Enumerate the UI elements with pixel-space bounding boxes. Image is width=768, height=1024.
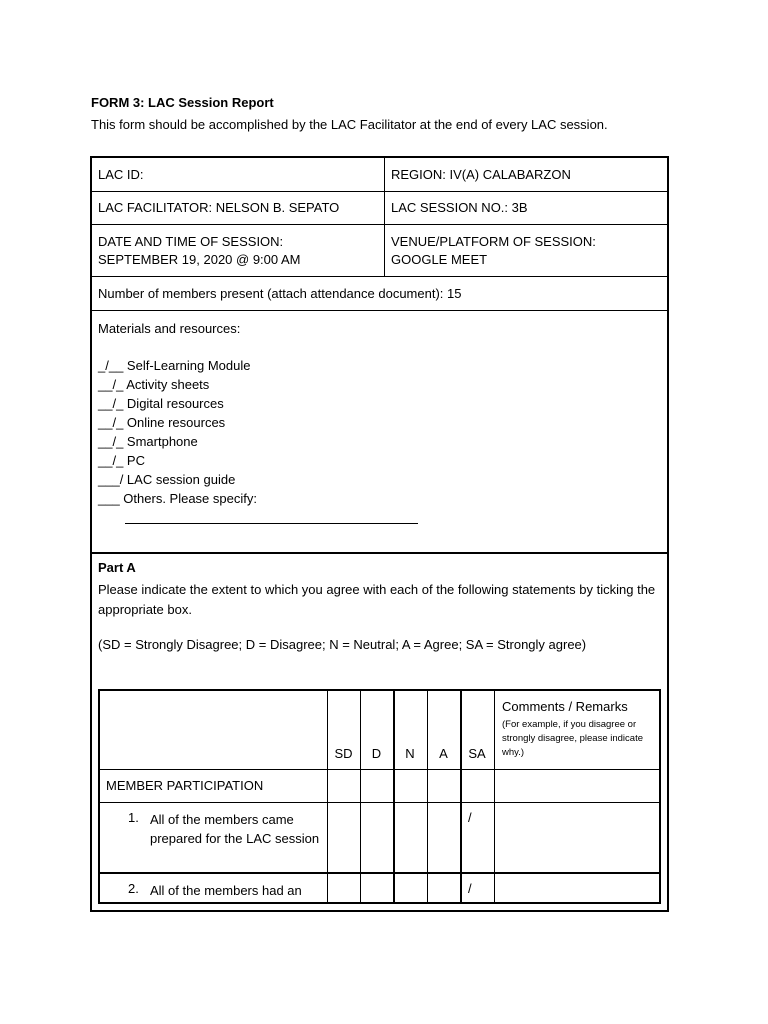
others-specify-line <box>125 523 418 524</box>
rating-legend: (SD = Strongly Disagree; D = Disagree; N = Neutral; A = Agree; SA = Strongly agree) <box>98 637 587 652</box>
comments-note: (For example, if you disagree or strongly disagree, please indicate why.) <box>502 719 644 758</box>
facilitator-cell <box>92 192 385 224</box>
session-no-cell <box>385 192 667 224</box>
col-header-d: D <box>371 746 382 761</box>
form-intro: This form should be accomplished by the LAC Facilitator at the end of every LAC session. <box>91 117 608 132</box>
region-text: REGION: IV(A) CALABARZON <box>391 166 571 182</box>
material-item: __/_ Activity sheets <box>98 377 210 392</box>
members-present-text: Number of members present (attach attendance document): 15 <box>98 285 462 301</box>
region-cell <box>385 158 667 191</box>
col-header-n: N <box>405 746 415 761</box>
material-item: __/_ Online resources <box>98 415 226 430</box>
comments-header <box>502 699 662 760</box>
lac-session-report-form <box>90 156 669 912</box>
venue-label: VENUE/PLATFORM OF SESSION: <box>391 233 596 249</box>
facilitator-text: LAC FACILITATOR: NELSON B. SEPATO <box>98 200 340 215</box>
col-header-sa: SA <box>468 746 486 761</box>
lac-id-cell <box>92 158 385 191</box>
session-no-text: LAC SESSION NO.: 3B <box>391 200 528 215</box>
lac-id-label: LAC ID: <box>98 166 144 182</box>
row-number: 2. <box>128 881 139 896</box>
info-row-3 <box>92 225 667 277</box>
row-statement: All of the members came prepared for the LAC session <box>150 812 320 846</box>
info-row-1 <box>92 158 667 192</box>
part-a-title: Part A <box>98 560 136 575</box>
venue-value: GOOGLE MEET <box>391 251 488 267</box>
material-item: __/_ Digital resources <box>98 396 224 411</box>
row-number: 1. <box>128 810 139 825</box>
material-item: _/__ Self-Learning Module <box>98 358 251 373</box>
part-a-section <box>92 552 667 910</box>
date-label: DATE AND TIME OF SESSION: <box>98 233 284 249</box>
venue-cell <box>385 225 667 276</box>
part-a-instruction: Please indicate the extent to which you agree with each of the following statements by ticking the appropriate box. <box>98 582 656 617</box>
sa-checkmark[interactable]: / <box>468 881 472 896</box>
row-divider <box>100 769 659 770</box>
row-statement: All of the members had an <box>150 883 302 898</box>
material-item: ___ Others. Please specify: <box>98 491 257 506</box>
row-divider <box>100 872 659 874</box>
col-header-sd: SD <box>334 746 353 761</box>
materials-spacer <box>98 338 257 356</box>
date-value: SEPTEMBER 19, 2020 @ 9:00 AM <box>98 251 301 267</box>
form-heading: FORM 3: LAC Session Report <box>91 95 274 110</box>
rating-table <box>98 689 661 904</box>
materials-list <box>98 319 257 508</box>
materials-title: Materials and resources: <box>98 321 241 336</box>
col-header-a: A <box>439 746 448 761</box>
section-label: MEMBER PARTICIPATION <box>106 778 264 793</box>
material-item: ___/ LAC session guide <box>98 472 236 487</box>
material-item: __/_ PC <box>98 453 145 468</box>
members-row <box>92 277 667 311</box>
date-cell <box>92 225 385 276</box>
col-divider <box>494 691 495 902</box>
row-divider <box>100 802 659 803</box>
sa-checkmark[interactable]: / <box>468 810 472 825</box>
members-cell <box>92 277 667 310</box>
comments-title: Comments / Remarks <box>502 699 628 714</box>
materials-section <box>92 311 667 552</box>
info-row-2 <box>92 192 667 225</box>
material-item: __/_ Smartphone <box>98 434 198 449</box>
